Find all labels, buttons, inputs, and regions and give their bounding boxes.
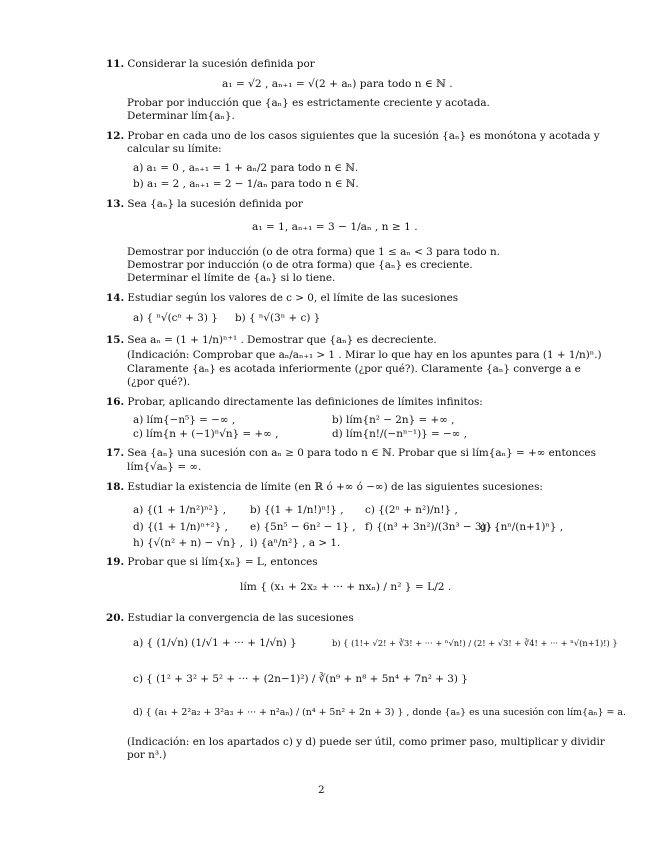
problem-16-number: 16. bbox=[106, 396, 125, 408]
problem-20-item-d: d) { (a₁ + 2²a₂ + 3²a₃ + ··· + n²aₙ) / (n⁴ + 5n² + 2n + 3) } , donde {aₙ} es una sucesión con lím{aₙ} = a. bbox=[133, 707, 626, 718]
problem-18-item-c: c) {(2ⁿ + n²)/n!} , bbox=[365, 504, 458, 516]
problem-19-intro: 19. Probar que si lím{xₙ} = L, entonces bbox=[106, 556, 318, 568]
problem-15-line: (Indicación: Comprobar que aₙ/aₙ₊₁ > 1 . Mirar lo que hay en los apuntes para (1 + 1/n)ⁿ.) bbox=[127, 349, 602, 361]
problem-12-item-b: b) a₁ = 2 , aₙ₊₁ = 2 − 1/aₙ para todo n ∈ ℕ. bbox=[133, 178, 359, 190]
problem-18-number: 18. bbox=[106, 481, 125, 493]
problem-18-item-f: f) {(n³ + 3n²)/(3n³ − 3)} , bbox=[365, 521, 499, 533]
problem-13-number: 13. bbox=[106, 198, 125, 210]
problem-16-item-b: b) lím{n² − 2n} = +∞ , bbox=[332, 414, 455, 426]
problem-12-item-a: a) a₁ = 0 , aₙ₊₁ = 1 + aₙ/2 para todo n ∈ ℕ. bbox=[133, 162, 359, 174]
problem-16-item-d: d) lím{n!/(−nⁿ⁻¹)} = −∞ , bbox=[332, 428, 468, 440]
problem-18-intro: 18. Estudiar la existencia de límite (en ℝ ó +∞ ó −∞) de las siguientes sucesiones: bbox=[106, 481, 543, 493]
problem-19-number: 19. bbox=[106, 556, 125, 568]
problem-18-item-g: g) {nⁿ/(n+1)ⁿ} , bbox=[480, 521, 564, 533]
problem-11-line: Determinar lím{aₙ}. bbox=[127, 110, 235, 122]
problem-20-number: 20. bbox=[106, 612, 125, 624]
problem-15-line: (¿por qué?). bbox=[127, 376, 191, 388]
problem-20-intro: 20. Estudiar la convergencia de las sucesiones bbox=[106, 612, 354, 624]
problem-14-item-b: b) { ⁿ√(3ⁿ + c) } bbox=[235, 312, 321, 324]
problem-19-formula: lím { (x₁ + 2x₂ + ··· + nxₙ) / n² } = L/2 . bbox=[240, 581, 452, 593]
problem-13-line: Demostrar por inducción (o de otra forma) que 1 ≤ aₙ < 3 para todo n. bbox=[127, 246, 500, 258]
problem-11-number: 11. bbox=[106, 58, 125, 70]
problem-13-formula: a₁ = 1, aₙ₊₁ = 3 − 1/aₙ , n ≥ 1 . bbox=[252, 221, 418, 233]
problem-18-item-h: h) {√(n² + n) − √n} , bbox=[133, 537, 244, 549]
problem-15-number: 15. bbox=[106, 334, 125, 346]
problem-12-line: calcular su límite: bbox=[127, 143, 222, 155]
problem-17-number: 17. bbox=[106, 447, 125, 459]
problem-20-item-b: b) { (1!+ √2! + ∛3! + ··· + ⁿ√n!) / (2! + √3! + ∛4! + ··· + ⁿ√(n+1)!) } bbox=[332, 638, 618, 648]
problem-18-item-i: i) {aⁿ/n²} , a > 1. bbox=[250, 537, 341, 549]
problem-15-intro: 15. Sea aₙ = (1 + 1/n)ⁿ⁺¹ . Demostrar que {aₙ} es decreciente. bbox=[106, 334, 437, 346]
page-number: 2 bbox=[318, 784, 325, 796]
problem-13-line: Demostrar por inducción (o de otra forma) que {aₙ} es creciente. bbox=[127, 259, 473, 271]
problem-14-number: 14. bbox=[106, 292, 125, 304]
problem-16-item-c: c) lím{n + (−1)ⁿ√n} = +∞ , bbox=[133, 428, 279, 440]
problem-13-intro: 13. Sea {aₙ} la sucesión definida por bbox=[106, 198, 303, 210]
problem-14-intro: 14. Estudiar según los valores de c > 0, el límite de las sucesiones bbox=[106, 292, 459, 304]
problem-11-formula: a₁ = √2 , aₙ₊₁ = √(2 + aₙ) para todo n ∈ ℕ . bbox=[222, 78, 453, 90]
problem-15-line: Claramente {aₙ} es acotada inferiormente (¿por qué?). Claramente {aₙ} converge a e bbox=[127, 363, 581, 375]
problem-11-line: Probar por inducción que {aₙ} es estrictamente creciente y acotada. bbox=[127, 97, 490, 109]
problem-12-number: 12. bbox=[106, 130, 125, 142]
problem-17-intro: 17. Sea {aₙ} una sucesión con aₙ ≥ 0 para todo n ∈ ℕ. Probar que si lím{aₙ} = +∞ entonces bbox=[106, 447, 596, 459]
problem-18-item-a: a) {(1 + 1/n²)ⁿ²} , bbox=[133, 504, 227, 516]
problem-20-note: (Indicación: en los apartados c) y d) puede ser útil, como primer paso, multiplicar y dividir bbox=[127, 736, 605, 748]
problem-20-note: por n³.) bbox=[127, 749, 167, 761]
problem-13-line: Determinar el límite de {aₙ} si lo tiene. bbox=[127, 272, 336, 284]
problem-18-item-d: d) {(1 + 1/n)ⁿ⁺²} , bbox=[133, 521, 228, 533]
problem-18-item-b: b) {(1 + 1/n!)ⁿ!} , bbox=[250, 504, 344, 516]
problem-17-line: lím{√aₙ} = ∞. bbox=[127, 461, 202, 473]
problem-12-intro: 12. Probar en cada uno de los casos siguientes que la sucesión {aₙ} es monótona y acotada y bbox=[106, 130, 600, 142]
problem-18-item-e: e) {5n⁵ − 6n² − 1} , bbox=[250, 521, 356, 533]
problem-16-item-a: a) lím{−n⁵} = −∞ , bbox=[133, 414, 236, 426]
problem-20-item-a: a) { (1/√n) (1/√1 + ··· + 1/√n) } bbox=[133, 637, 297, 649]
problem-11-intro: 11. Considerar la sucesión definida por bbox=[106, 58, 315, 70]
problem-14-item-a: a) { ⁿ√(cⁿ + 3) } bbox=[133, 312, 218, 324]
problem-20-item-c: c) { (1² + 3² + 5² + ··· + (2n−1)²) / ∛(n⁹ + n⁸ + 5n⁴ + 7n² + 3) } bbox=[133, 673, 468, 685]
problem-16-intro: 16. Probar, aplicando directamente las definiciones de límites infinitos: bbox=[106, 396, 483, 408]
